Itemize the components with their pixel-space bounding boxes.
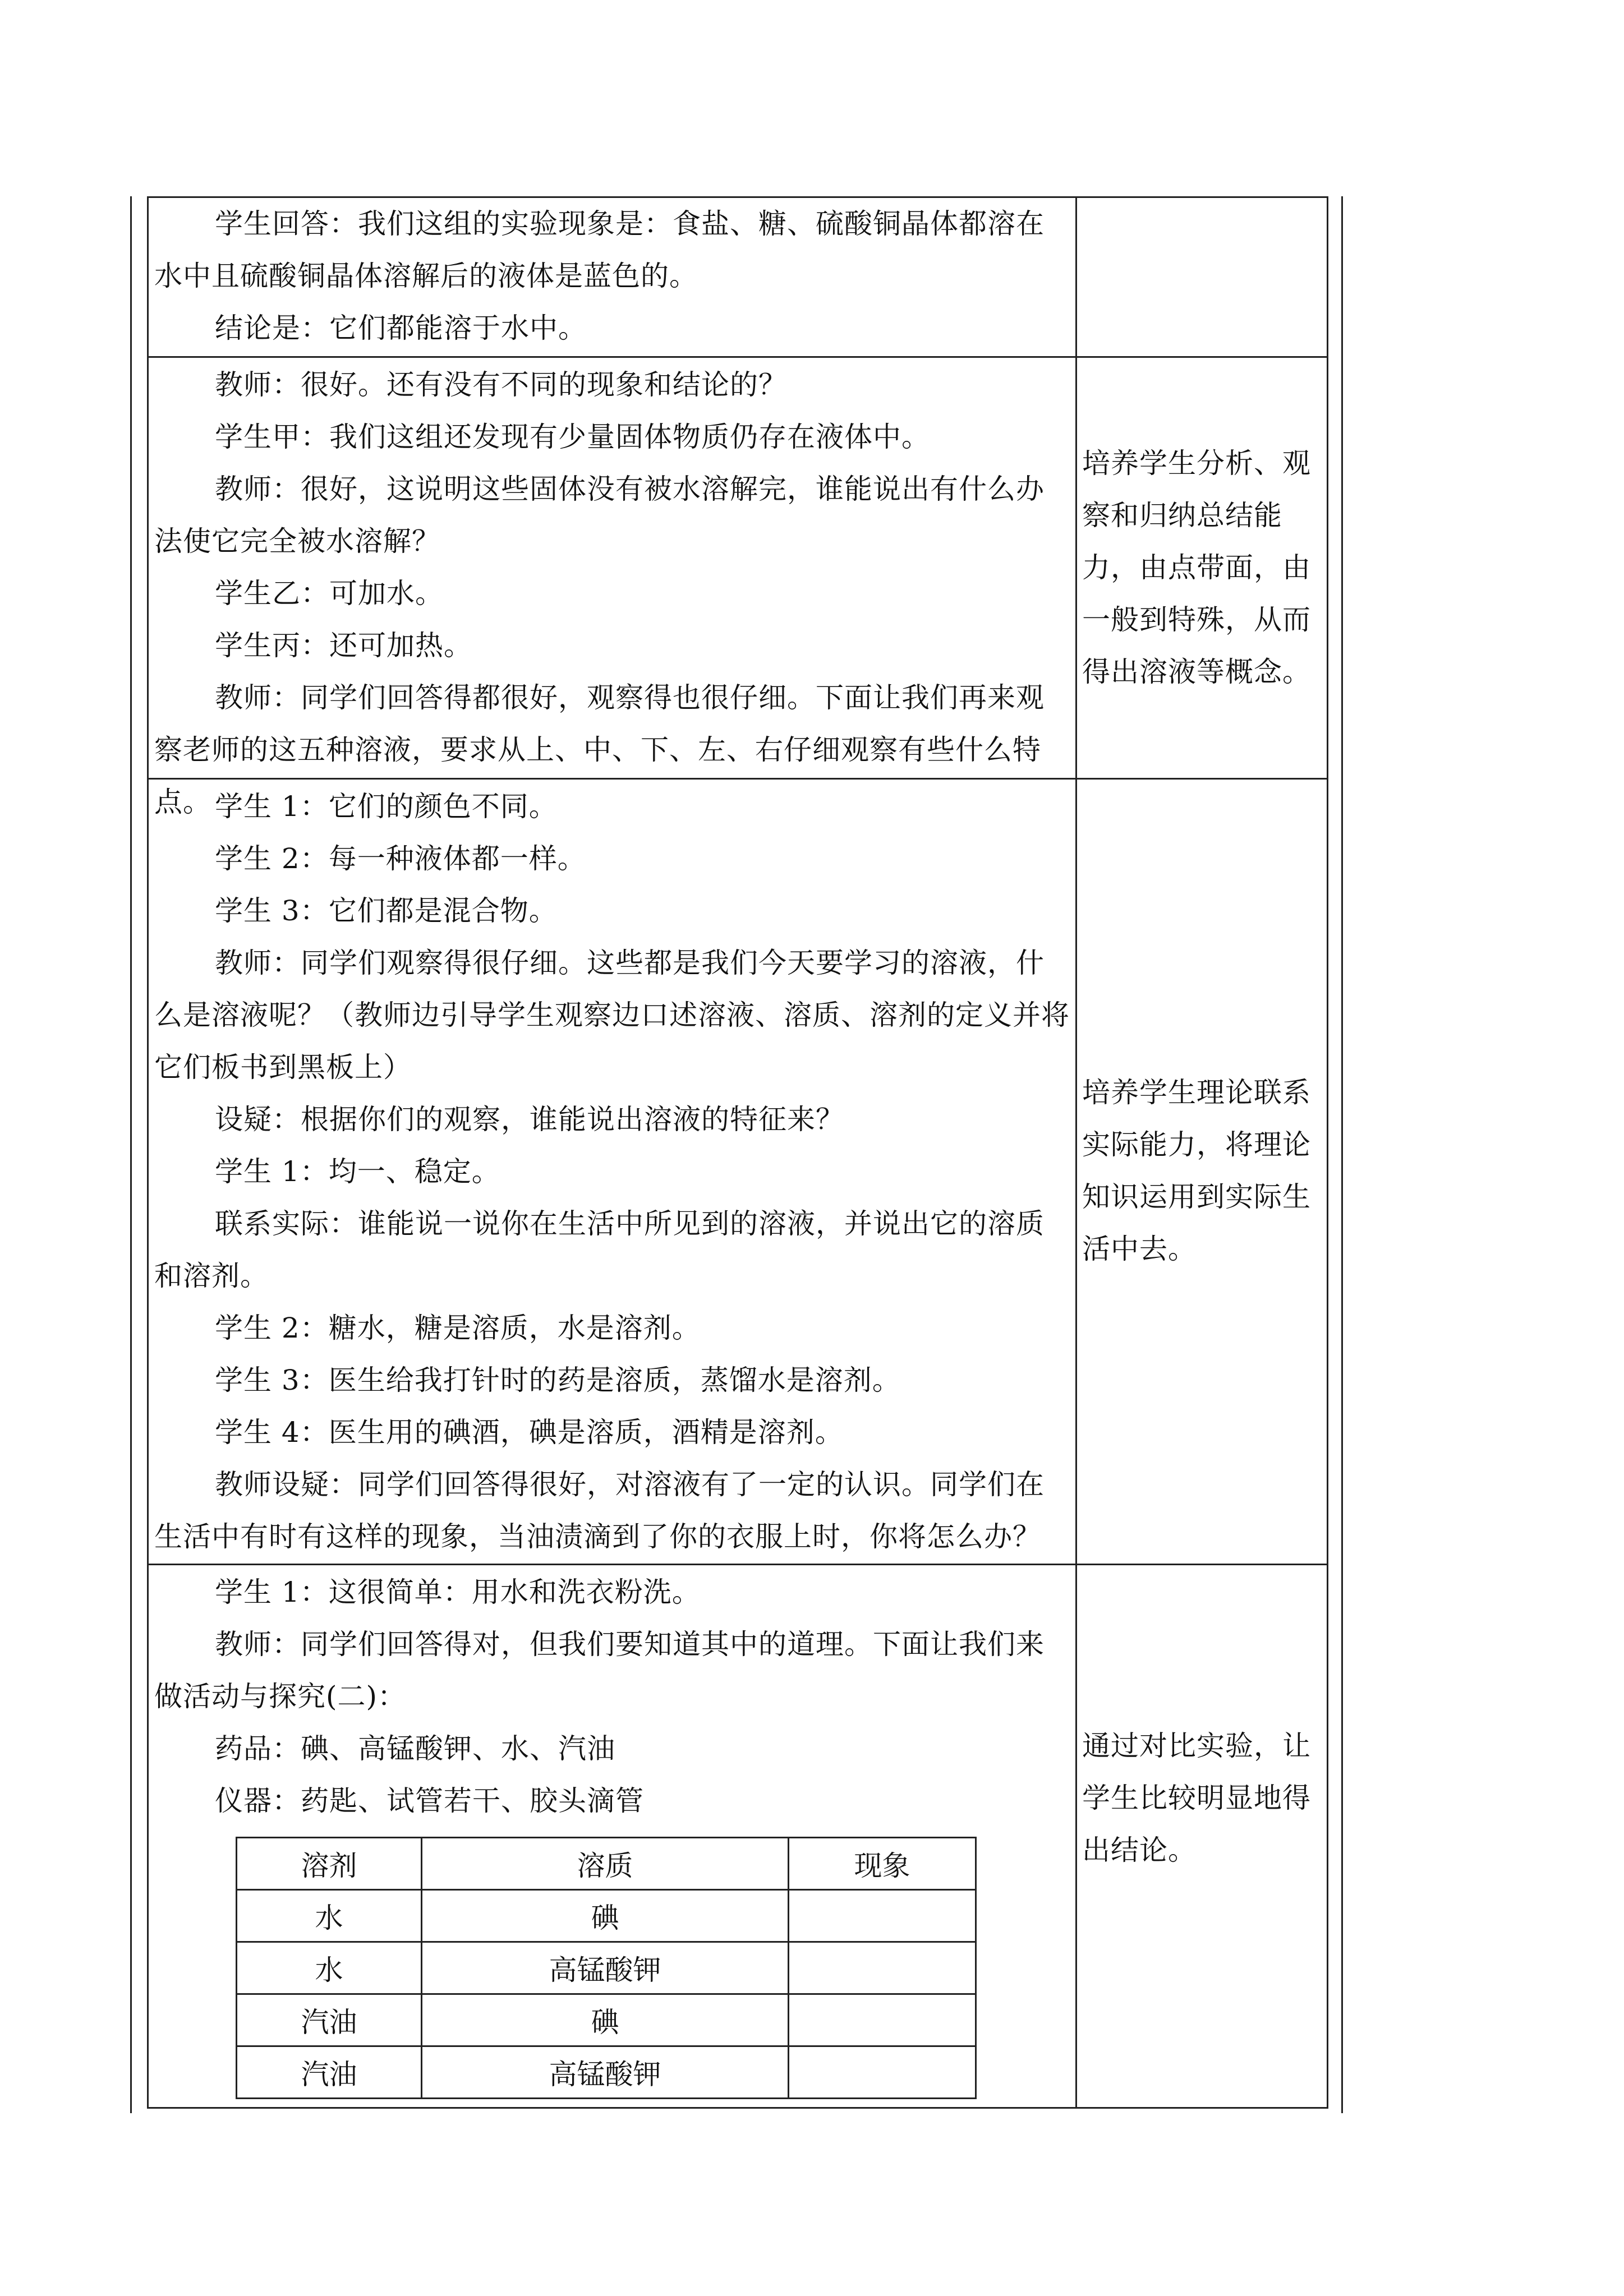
column-divider (1075, 1565, 1077, 2107)
table-row (237, 1890, 976, 1942)
solute-cell: 碘 (422, 1890, 789, 1942)
dialogue-line: 药品：碘、高锰酸钾、水、汽油 (215, 1732, 615, 1765)
phenomenon-cell (789, 2046, 976, 2099)
lesson-row-3 (149, 780, 1327, 1565)
lesson-content (149, 198, 1075, 354)
dialogue-line: 教师：同学们观察得很仔细。这些都是我们今天要学习的溶液，什么是溶液呢？（教师边引导学生观察边口述溶液、溶质、溶剂的定义并将它们板书到黑板上） (154, 947, 1070, 1084)
design-intent: 通过对比实验，让学生比较明显地得出结论。 (1082, 1730, 1311, 1866)
header-phenomenon: 现象 (789, 1838, 976, 1890)
lesson-content (149, 780, 1075, 1563)
header-solvent: 溶剂 (237, 1838, 422, 1890)
phenomenon-cell (789, 1942, 976, 1994)
dialogue-line: 学生 2：糖水，糖是溶质，水是溶剂。 (215, 1312, 701, 1344)
design-intent: 培养学生理论联系实际能力，将理论知识运用到实际生活中去。 (1082, 1076, 1311, 1265)
column-divider (1075, 358, 1077, 778)
table-row (237, 1942, 976, 1994)
lesson-content (149, 358, 1075, 828)
design-intent: 培养学生分析、观察和归纳总结能力，由点带面，由一般到特殊，从而得出溶液等概念。 (1082, 447, 1311, 688)
experiment-table (236, 1837, 977, 2099)
dialogue-line: 联系实际：谁能说一说你在生活中所见到的溶液，并说出它的溶质和溶剂。 (154, 1207, 1045, 1292)
phenomenon-cell (789, 1994, 976, 2046)
dialogue-line: 学生 2：每一种液体都一样。 (215, 842, 586, 875)
dialogue-line: 仪器：药匙、试管若干、胶头滴管 (215, 1785, 644, 1817)
dialogue-line: 学生 1：这很简单：用水和洗衣粉洗。 (215, 1576, 701, 1608)
experiment-table-header (237, 1838, 976, 1890)
solute-cell: 碘 (422, 1994, 789, 2046)
dialogue-line: 学生回答：我们这组的实验现象是：食盐、糖、硫酸铜晶体都溶在水中且硫酸铜晶体溶解后的液体是蓝色的。 (154, 208, 1045, 292)
column-divider (1075, 198, 1077, 356)
phenomenon-cell (789, 1890, 976, 1942)
lesson-row-4 (149, 1565, 1327, 2107)
header-solute: 溶质 (422, 1838, 789, 1890)
dialogue-line: 教师：同学们回答得都很好，观察得也很仔细。下面让我们再来观察老师的这五种溶液，要求从上、中、下、左、右仔细观察有些什么特点。 (154, 681, 1045, 818)
dialogue-line: 学生 3：它们都是混合物。 (215, 895, 558, 927)
column-divider (1075, 780, 1077, 1564)
dialogue-line: 教师设疑：同学们回答得很好，对溶液有了一定的认识。同学们在生活中有时有这样的现象，当油渍滴到了你的衣服上时，你将怎么办？ (154, 1468, 1045, 1553)
solvent-cell: 水 (237, 1942, 422, 1994)
solute-cell: 高锰酸钾 (422, 1942, 789, 1994)
dialogue-line: 结论是：它们都能溶于水中。 (215, 312, 587, 344)
solvent-cell: 汽油 (237, 1994, 422, 2046)
dialogue-line: 学生丙：还可加热。 (215, 629, 472, 662)
solvent-cell: 水 (237, 1890, 422, 1942)
lesson-table (147, 196, 1328, 2109)
dialogue-line: 学生甲：我们这组还发现有少量固体物质仍存在液体中。 (215, 421, 930, 453)
dialogue-line: 学生 3：医生给我打针时的药是溶质，蒸馏水是溶剂。 (215, 1364, 901, 1396)
dialogue-line: 学生 4：医生用的碘酒，碘是溶质，酒精是溶剂。 (215, 1416, 844, 1449)
dialogue-line: 学生乙：可加水。 (215, 577, 444, 610)
dialogue-line: 教师：同学们回答得对，但我们要知道其中的道理。下面让我们来做活动与探究(二)： (154, 1628, 1045, 1713)
lesson-content (149, 1565, 1075, 1827)
dialogue-line: 教师：很好。还有没有不同的现象和结论的？ (215, 368, 787, 401)
table-row (237, 1994, 976, 2046)
dialogue-line: 学生 1：它们的颜色不同。 (215, 790, 558, 823)
solute-cell: 高锰酸钾 (422, 2046, 789, 2099)
table-row (237, 2046, 976, 2099)
solvent-cell: 汽油 (237, 2046, 422, 2099)
dialogue-line: 教师：很好，这说明这些固体没有被水溶解完，谁能说出有什么办法使它完全被水溶解？ (154, 473, 1045, 557)
dialogue-line: 设疑：根据你们的观察，谁能说出溶液的特征来？ (215, 1103, 844, 1136)
dialogue-line: 学生 1：均一、稳定。 (215, 1155, 500, 1188)
lesson-row-1 (149, 198, 1327, 358)
